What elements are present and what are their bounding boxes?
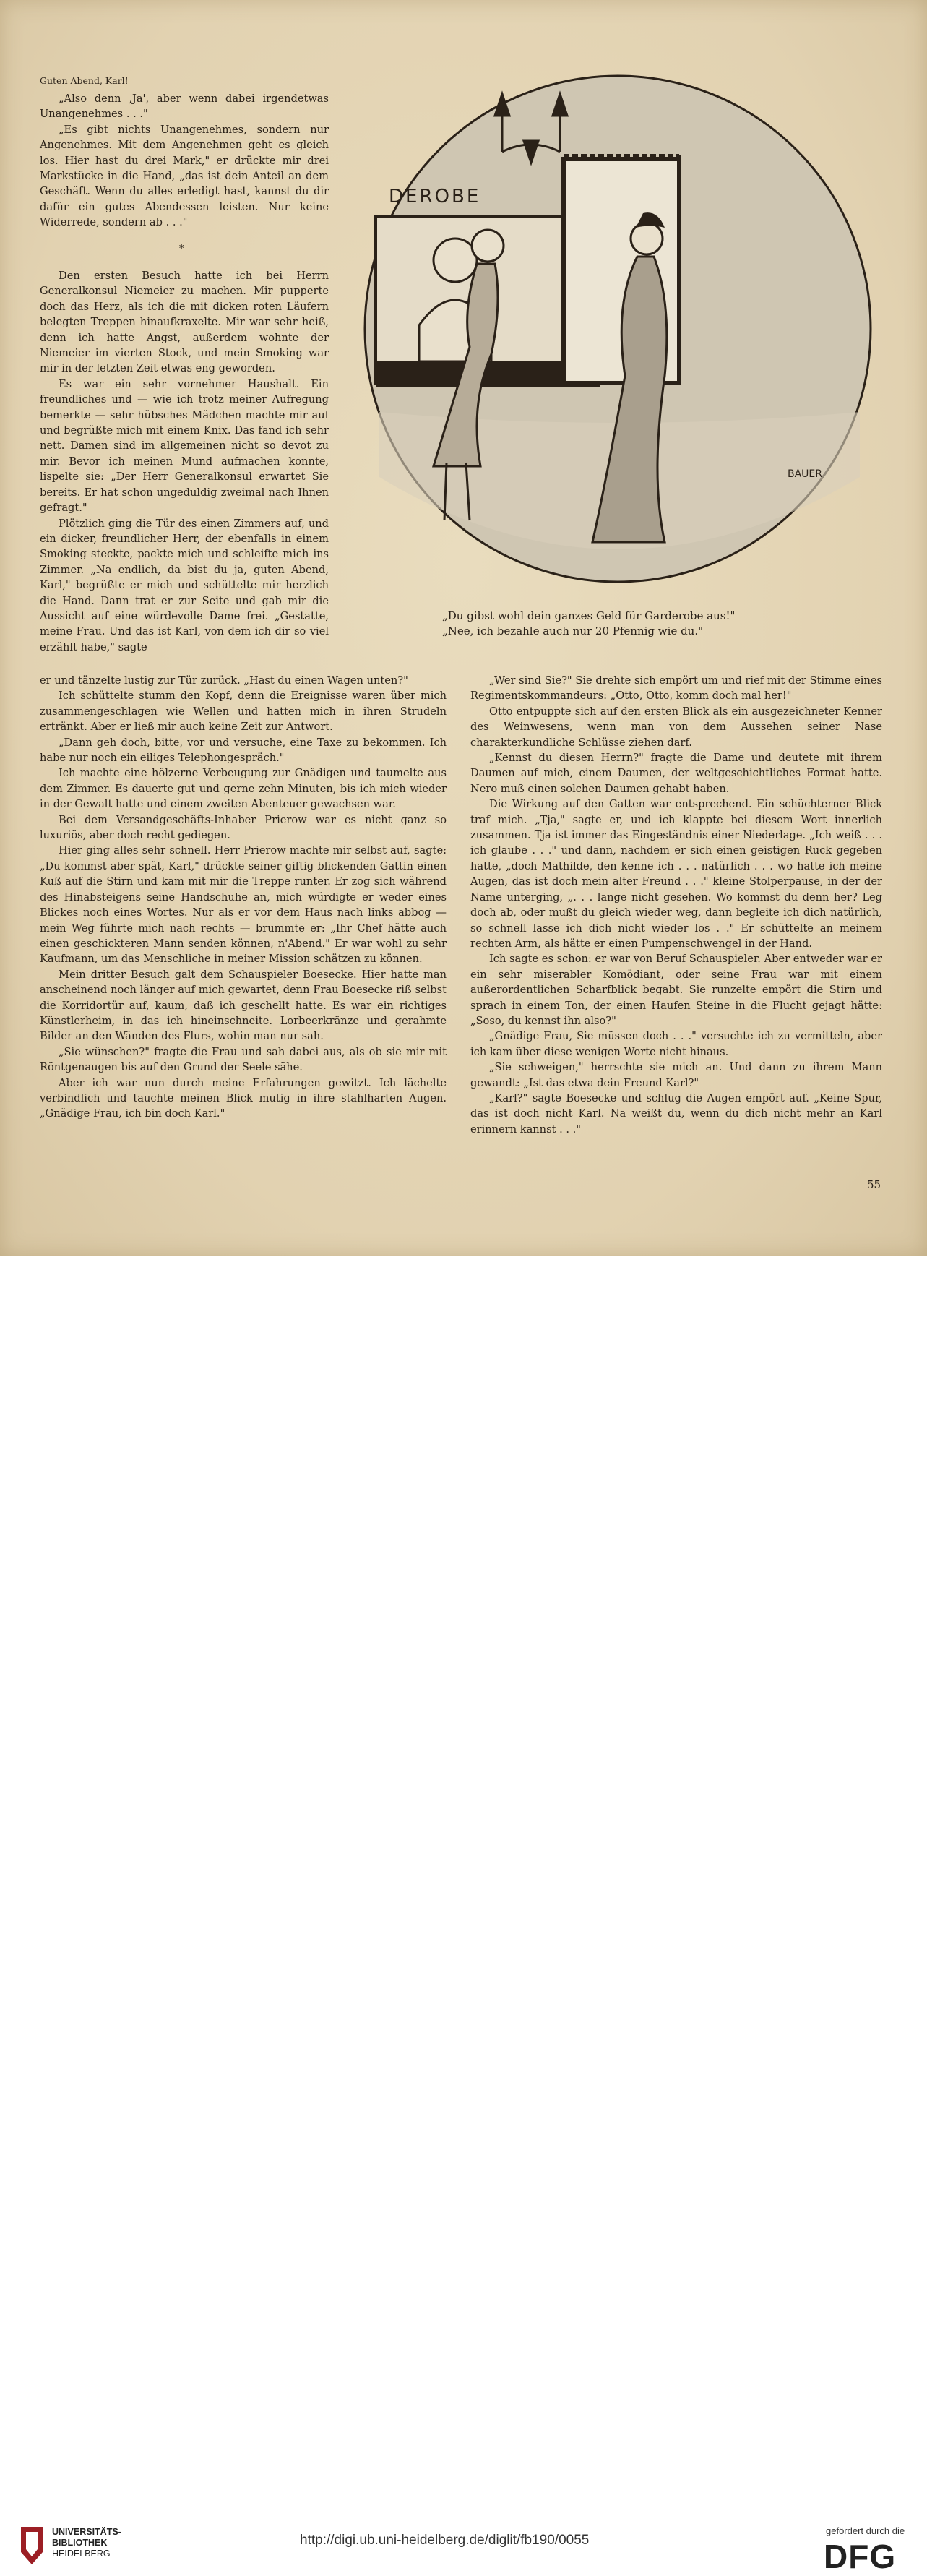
paragraph: „Gnädige Frau, Sie müssen doch . . ." versuchte ich zu vermitteln, aber ich kam über diese wenigen Worte nicht hinaus. (470, 1030, 882, 1058)
paragraph: „Also denn ‚Ja', aber wenn dabei irgendetwas Unangenehmes . . ." (40, 93, 329, 121)
left-column-narrow (40, 268, 329, 655)
paragraph: Plötzlich ging die Tür des einen Zimmers auf, und ein dicker, freundlicher Herr, der ebenfalls in einem Smoking steckte, packte mich und schleifte mich ins Zimmer. „Na endlich, da bist du ja, guten Abend, Karl," begrüßte er mich und schüttelte mir herzlich die Hand. Dann trat er zur Seite und gab mir die Aussicht auf eine würdevolle Dame frei. „Gestatte, meine Frau. Und das ist Karl, von dem ich dir so viel erzählt habe," sagte (40, 517, 329, 653)
paragraph: Otto entpuppte sich auf den ersten Blick als ein ausgezeichneter Kenner des Weinwesens, wenn man von dem Aussehen seiner Nase charakterkundliche Schlüsse ziehen darf. (470, 705, 882, 749)
paragraph: Ich machte eine hölzerne Verbeugung zur Gnädigen und taumelte aus dem Zimmer. Es dauerte gut und gerne zehn Minuten, bis ich mich wieder in der Gewalt hatte und einem zweiten Abenteuer gewachsen war. (40, 767, 447, 811)
illustration-caption (442, 609, 818, 639)
paragraph: „Karl?" sagte Boesecke und schlug die Augen empört auf. „Keine Spur, das ist doch nicht Karl. Na weißt du, wenn du dich nicht mehr an Karl erinnern kannst . . ." (470, 1091, 882, 1135)
paragraph: „Wer sind Sie?" Sie drehte sich empört um und rief mit der Stimme eines Regimentskommandeurs: „Otto, Otto, komm doch mal her!" (470, 674, 882, 703)
footer-bar (0, 1256, 927, 2575)
page-number: 55 (867, 1178, 881, 1191)
right-column (470, 673, 882, 1137)
paragraph: „Dann geh doch, bitte, vor und versuche, eine Taxe zu bekommen. Ich habe nur noch ein eiliges Telephongespräch." (40, 736, 447, 765)
scanned-page (0, 0, 927, 1256)
left-column-intro (40, 91, 329, 231)
paragraph: Ich schüttelte stumm den Kopf, denn die Ereignisse waren über mich zusammengeschlagen wie Wellen und hatten mich in ihren Strudeln ertränkt. Aber er ließ mir auch keine Zeit zur Antwort. (40, 690, 447, 734)
paragraph: „Kennst du diesen Herrn?" fragte die Dame und deutete mit ihrem Daumen auf mich, einem Daumen, der weltgeschichtliches Format hatte. Nero muß einen solchen Daumen gehabt haben. (470, 752, 882, 795)
cartoon-illustration (361, 72, 874, 585)
paragraph: Die Wirkung auf den Gatten war entsprechend. Ein schüchterner Blick traf mich. „Tja," sagte er, und ich klappte bei diesem Wort innerlich zusammen. Tja ist immer das Eingeständnis einer Niederlage. „Ich weiß . . . ich glaube . . ." und dann, nachdem er sich einen geistigen Ruck gegeben hatte, „doch Mathilde, den kenne ich . . . natürlich . . . wo hatte ich meine Augen, das ist doch mein alter Freund . . ." kleine Stolperpause, in der der Name unterging, „. . . lange nicht gesehen. Wo kommst du denn her? Leg doch ab, oder mußt du gleich wieder weg, dann begleite ich dich natürlich, so schnell lasse ich dich nicht wieder los . ." Er schüttelte an meinem rechten Arm, als hätte er einen Pumpenschwengel in der Hand. (470, 798, 882, 950)
paragraph: er und tänzelte lustig zur Tür zurück. „Hast du einen Wagen unten?" (40, 674, 408, 687)
section-separator: * (179, 244, 184, 254)
artist-signature: BAUER (788, 468, 823, 480)
dfg-logo: DFG (824, 2538, 897, 2575)
library-name: UNIVERSITÄTS- BIBLIOTHEK HEIDELBERG (52, 2527, 121, 2559)
left-column-wide (40, 673, 447, 1122)
source-url-link[interactable]: http://digi.ub.uni-heidelberg.de/diglit/fb190/0055 (300, 2533, 590, 2548)
paragraph: Ich sagte es schon: er war von Beruf Schauspieler. Aber entweder war er ein sehr miserabler Komödiant, oder seine Frau war mit einem außerordentlichen Scharfblick begabt. Sie runzelte empört die Stirn und sprach in einem Ton, der einen Haufen Steine in die Flucht gejagt hätte: „Soso, du kennst ihn also?" (470, 953, 882, 1027)
caption-line: „Du gibst wohl dein ganzes Geld für Garderobe aus!" (442, 609, 736, 622)
paragraph: Bei dem Versandgeschäfts-Inhaber Prierow war es nicht ganz so luxuriös, aber doch recht gediegen. (40, 813, 447, 842)
running-head: Guten Abend, Karl! (40, 75, 129, 86)
sign-text: DEROBE (389, 186, 481, 207)
paragraph: „Es gibt nichts Unangenehmes, sondern nur Angenehmes. Mit dem Angenehmen geht es gleich los. Hier hast du drei Mark," er drückte mir drei Markstücke in die Hand, „das ist dein Anteil an dem Geschäft. Wenn du alles erledigt hast, kannst du dir dafür ein gutes Abendessen leisten. Nur keine Widerrede, sondern ab . . ." (40, 123, 329, 229)
funding-note: gefördert durch die (826, 2525, 905, 2536)
paragraph: Den ersten Besuch hatte ich bei Herrn Generalkonsul Niemeier zu machen. Mir pupperte doch das Herz, als ich die mit dicken roten Läufern belegten Treppen hinaufkraxelte. Mir war sehr heiß, denn ich hatte Angst, außerdem wohnte der Niemeier im vierten Stock, und mein Smoking war mir in der letzten Zeit etwas eng geworden. (40, 270, 329, 375)
paragraph: Hier ging alles sehr schnell. Herr Prierow machte mir selbst auf, sagte: „Du kommst aber spät, Karl," drückte seiner giftig blickenden Gattin einen Kuß auf die Stirn und kam mit mir die Treppe runter. Er zog sich während des Hinabsteigens seine Handschuhe an, mich würdigte er weder eines Blickes noch eines Wortes. Nur als er vor dem Haus nach links abbog — mein Weg führte mich nach rechts — brummte er: „Ihr Chef hätte auch einen geschickteren Mann senden können, n'Abend." Er war wohl zu sehr Kaufmann, um das Menschliche in meiner Mission schätzen zu können. (40, 844, 447, 966)
library-logo-icon (17, 2523, 46, 2568)
paragraph: Es war ein sehr vornehmer Haushalt. Ein freundliches und — wie ich trotz meiner Aufregung bemerkte — sehr hübsches Mädchen machte mir auf und begrüßte mich mit einem Knix. Das fand ich sehr nett. Damen sind im allgemeinen nicht so devot zu mir. Bevor ich meinen Mund aufmachen konnte, lispelte sie: „Der Herr Generalkonsul erwartet Sie bereits. Er hat schon ungeduldig zweimal nach Ihnen gefragt." (40, 377, 329, 515)
caption-line: „Nee, ich bezahle auch nur 20 Pfennig wie du." (442, 624, 704, 637)
paragraph: Aber ich war nun durch meine Erfahrungen gewitzt. Ich lächelte verbindlich und tauchte meinen Blick mutig in ihre stahlharten Augen. „Gnädige Frau, ich bin doch Karl." (40, 1076, 447, 1120)
paragraph: „Sie schweigen," herrschte sie mich an. Und dann zu ihrem Mann gewandt: „Ist das etwa dein Freund Karl?" (470, 1061, 882, 1089)
paragraph: Mein dritter Besuch galt dem Schauspieler Boesecke. Hier hatte man anscheinend noch länger auf mich gewartet, denn Frau Boesecke riß selbst die Korridortür auf, kaum, daß ich geschellt hatte. Es war ein richtiges Künstlerheim, in das ich hineinschneite. Lorbeerkränze und gerahmte Bilder an den Wänden des Flurs, wohin man nur sah. (40, 968, 447, 1043)
paragraph: „Sie wünschen?" fragte die Frau und sah dabei aus, als ob sie mir mit Röntgenaugen bis auf den Grund der Seele sähe. (40, 1045, 447, 1074)
